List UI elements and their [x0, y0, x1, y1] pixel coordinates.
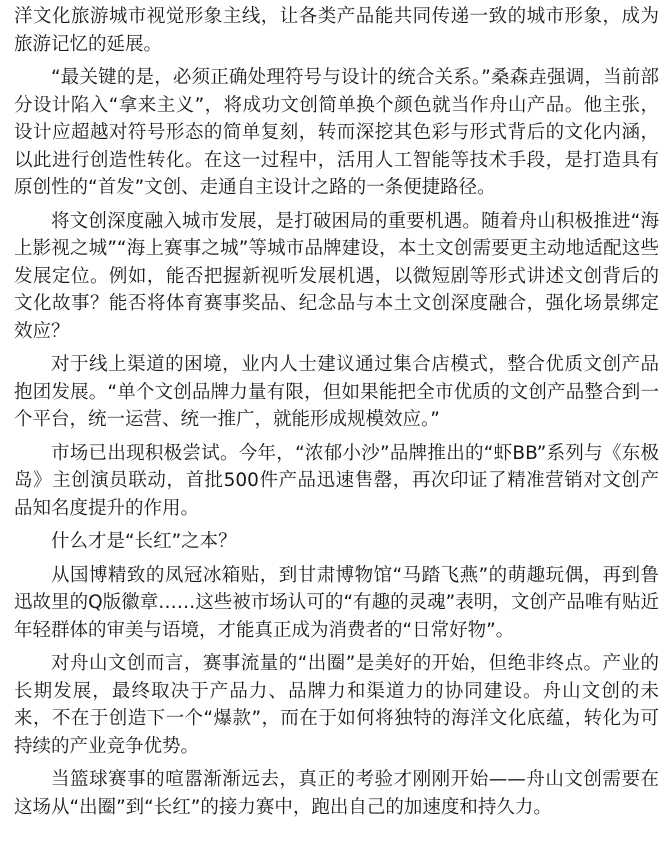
paragraph: 市场已出现积极尝试。今年，“浓郁小沙”品牌推出的“虾BB”系列与《东极岛》主创演员联动，首批500件产品迅速售罄，再次印证了精准营销对文创产品知名度提升的作用。 — [14, 442, 659, 519]
paragraph: 对于线上渠道的困境，业内人士建议通过集合店模式，整合优质文创产品抱团发展。“单个文创品牌力量有限，但如果能把全市优质的文创产品整合到一个平台，统一运营、统一推广，就能形成规模效应。” — [14, 354, 659, 430]
paragraph: 将文创深度融入城市发展，是打破困局的重要机遇。随着舟山积极推进“海上影视之城”“海上赛事之城”等城市品牌建设，本土文创需要更主动地适配这些发展定位。例如，能否把握新视听发展机遇，以微短剧等形式讲述文创背后的文化故事？能否将体育赛事奖品、纪念品与本土文创深度融合，强化场景绑定效应？ — [14, 210, 659, 342]
paragraph: “最关键的是，必须正确处理符号与设计的统合关系。”桑森垚强调，当前部分设计陷入“拿来主义”，将成功文创简单换个颜色就当作舟山产品。他主张，设计应超越对符号形态的简单复刻，转而深挖其色彩与形式背后的文化内涵，以此进行创造性转化。在这一过程中，活用人工智能等技术手段，是打造具有原创性的“首发”文创、走通自主设计之路的一条便捷路径。 — [14, 67, 659, 198]
paragraph: 洋文化旅游城市视觉形象主线，让各类产品能共同传递一致的城市形象，成为旅游记忆的延展。 — [14, 6, 659, 55]
paragraph: 对舟山文创而言，赛事流量的“出圈”是美好的开始，但绝非终点。产业的长期发展，最终取决于产品力、品牌力和渠道力的协同建设。舟山文创的未来，不在于创造下一个“爆款”，而在于如何将独特的海洋文化底蕴，转化为可持续的产业竞争优势。 — [14, 653, 659, 757]
paragraph: 当篮球赛事的喧嚣渐渐远去，真正的考验才刚刚开始——舟山文创需要在这场从“出圈”到“长红”的接力赛中，跑出自己的加速度和持久力。 — [14, 769, 659, 818]
paragraph: 什么才是“长红”之本？ — [51, 531, 237, 552]
paragraph: 从国博精致的凤冠冰箱贴，到甘肃博物馆“马踏飞燕”的萌趣玩偶，再到鲁迅故里的Q版徽章……这些被市场认可的“有趣的灵魂”表明，文创产品唯有贴近年轻群体的审美与语境，才能真正成为消费者的“日常好物”。 — [14, 564, 659, 641]
